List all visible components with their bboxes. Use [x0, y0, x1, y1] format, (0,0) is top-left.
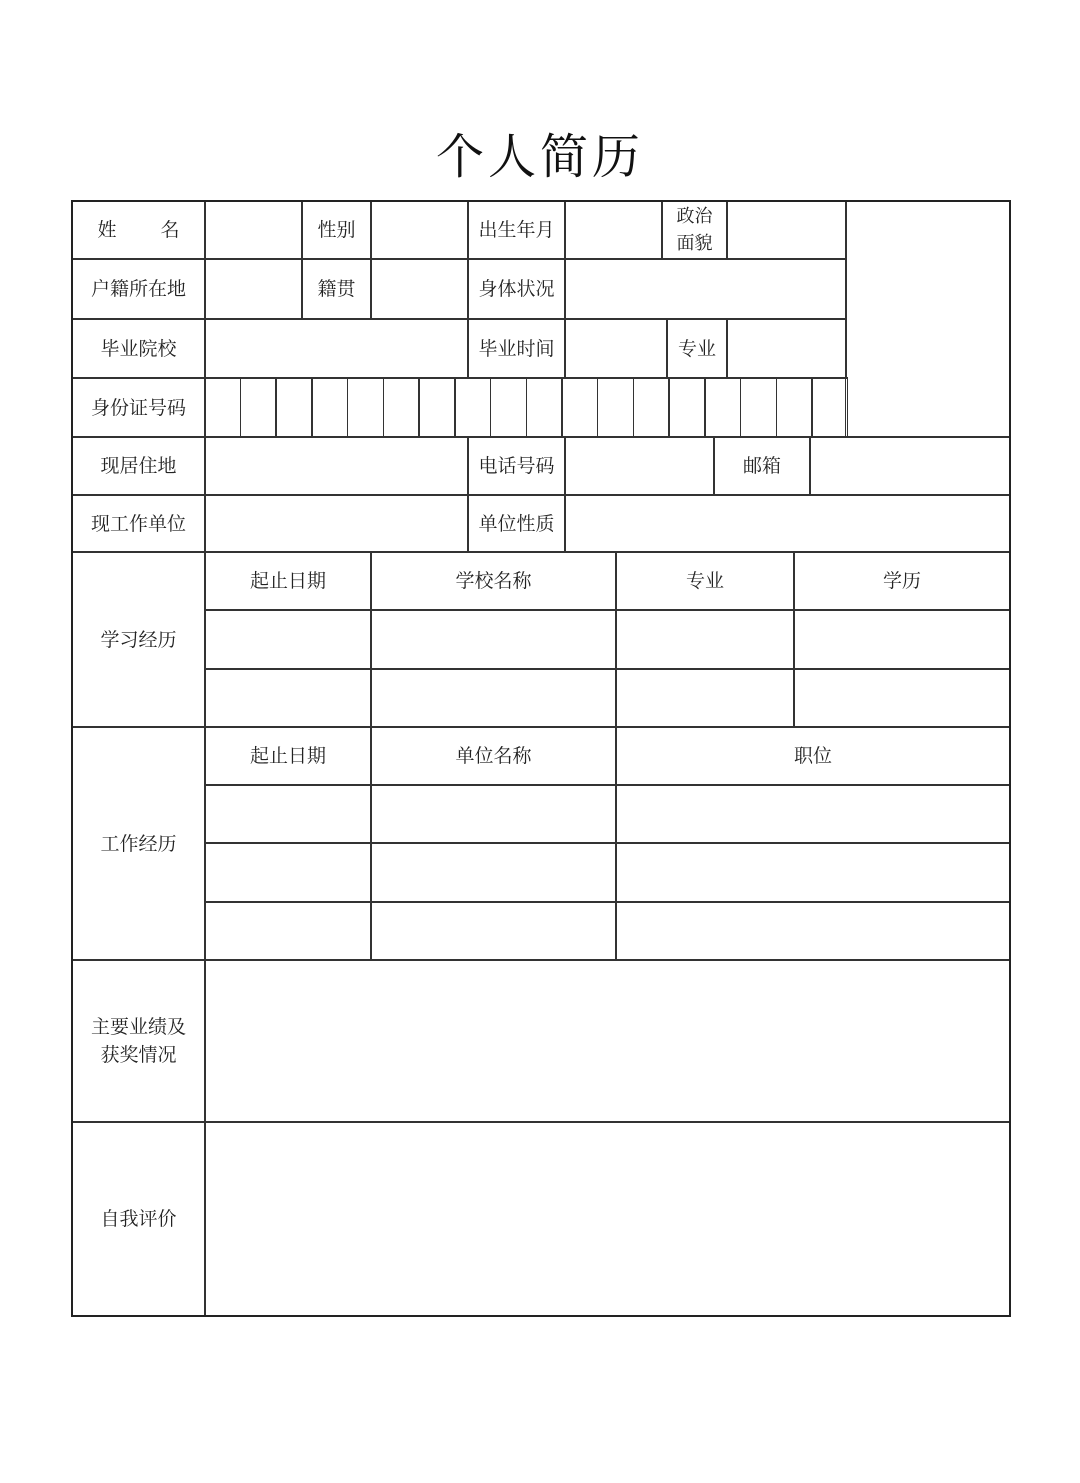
id-digit-box[interactable]	[668, 377, 705, 438]
id-digit-box[interactable]	[561, 377, 598, 438]
label-political: 政治 面貌	[661, 200, 728, 260]
major-field[interactable]	[726, 318, 847, 379]
address-field[interactable]	[204, 436, 469, 496]
label-email: 邮箱	[713, 436, 811, 496]
id-digit-box[interactable]	[204, 377, 241, 438]
study-header-major: 专业	[615, 551, 795, 611]
household-field[interactable]	[204, 258, 303, 320]
label-achievements: 主要业绩及 获奖情况	[71, 959, 206, 1123]
work-row-1-employer[interactable]	[370, 784, 617, 844]
id-digit-box[interactable]	[633, 377, 670, 438]
birth-field[interactable]	[564, 200, 663, 260]
id-digit-box[interactable]	[275, 377, 312, 438]
school-field[interactable]	[204, 318, 469, 379]
id-digit-box[interactable]	[490, 377, 527, 438]
health-field[interactable]	[564, 258, 847, 320]
employer-type-field[interactable]	[564, 494, 1011, 553]
label-household: 户籍所在地	[71, 258, 206, 320]
id-digit-box[interactable]	[776, 377, 813, 438]
label-employer-type: 单位性质	[467, 494, 566, 553]
label-phone: 电话号码	[467, 436, 566, 496]
label-name-char2: 名	[160, 219, 180, 241]
work-header-employer: 单位名称	[370, 726, 617, 786]
page-title: 个人简历	[435, 129, 644, 185]
work-row-2-employer[interactable]	[370, 842, 617, 903]
label-health: 身体状况	[467, 258, 566, 320]
self-eval-field[interactable]	[204, 1121, 1011, 1317]
id-digit-box[interactable]	[240, 377, 277, 438]
id-digit-box[interactable]	[740, 377, 777, 438]
label-id-number: 身份证号码	[71, 377, 206, 438]
work-header-dates: 起止日期	[204, 726, 372, 786]
gender-field[interactable]	[370, 200, 469, 260]
study-row-2-dates[interactable]	[204, 668, 372, 728]
study-row-2-school[interactable]	[370, 668, 617, 728]
id-digit-box[interactable]	[383, 377, 420, 438]
label-name	[71, 200, 206, 260]
id-digit-box[interactable]	[597, 377, 634, 438]
label-employer: 现工作单位	[71, 494, 206, 553]
label-work-history: 工作经历	[71, 726, 206, 961]
label-gender: 性别	[301, 200, 372, 260]
label-native-place: 籍贯	[301, 258, 372, 320]
id-digit-box[interactable]	[704, 377, 741, 438]
work-row-2-position[interactable]	[615, 842, 1011, 903]
work-row-2-dates[interactable]	[204, 842, 372, 903]
study-row-2-degree[interactable]	[793, 668, 1011, 728]
study-row-1-dates[interactable]	[204, 609, 372, 670]
id-digit-box[interactable]	[811, 377, 848, 438]
study-row-1-degree[interactable]	[793, 609, 1011, 670]
label-address: 现居住地	[71, 436, 206, 496]
employer-field[interactable]	[204, 494, 469, 553]
work-row-3-employer[interactable]	[370, 901, 617, 961]
label-grad-time: 毕业时间	[467, 318, 566, 379]
label-study-history: 学习经历	[71, 551, 206, 728]
id-digit-box[interactable]	[347, 377, 384, 438]
work-row-3-dates[interactable]	[204, 901, 372, 961]
id-digit-box[interactable]	[418, 377, 455, 438]
email-field[interactable]	[809, 436, 1011, 496]
label-self-eval: 自我评价	[71, 1121, 206, 1317]
photo-box[interactable]	[845, 200, 1011, 438]
study-header-degree: 学历	[793, 551, 1011, 611]
political-field[interactable]	[726, 200, 847, 260]
label-name-char1: 姓	[97, 219, 117, 241]
study-row-1-major[interactable]	[615, 609, 795, 670]
study-row-2-major[interactable]	[615, 668, 795, 728]
work-row-3-position[interactable]	[615, 901, 1011, 961]
id-digit-box[interactable]	[311, 377, 348, 438]
work-row-1-position[interactable]	[615, 784, 1011, 844]
name-field[interactable]	[204, 200, 303, 260]
grad-time-field[interactable]	[564, 318, 668, 379]
label-major: 专业	[666, 318, 728, 379]
study-row-1-school[interactable]	[370, 609, 617, 670]
label-birth: 出生年月	[467, 200, 566, 260]
native-place-field[interactable]	[370, 258, 469, 320]
study-header-school: 学校名称	[370, 551, 617, 611]
id-digit-box[interactable]	[454, 377, 491, 438]
label-school: 毕业院校	[71, 318, 206, 379]
study-header-dates: 起止日期	[204, 551, 372, 611]
work-row-1-dates[interactable]	[204, 784, 372, 844]
phone-field[interactable]	[564, 436, 715, 496]
id-digit-box[interactable]	[526, 377, 563, 438]
work-header-position: 职位	[615, 726, 1011, 786]
achievements-field[interactable]	[204, 959, 1011, 1123]
